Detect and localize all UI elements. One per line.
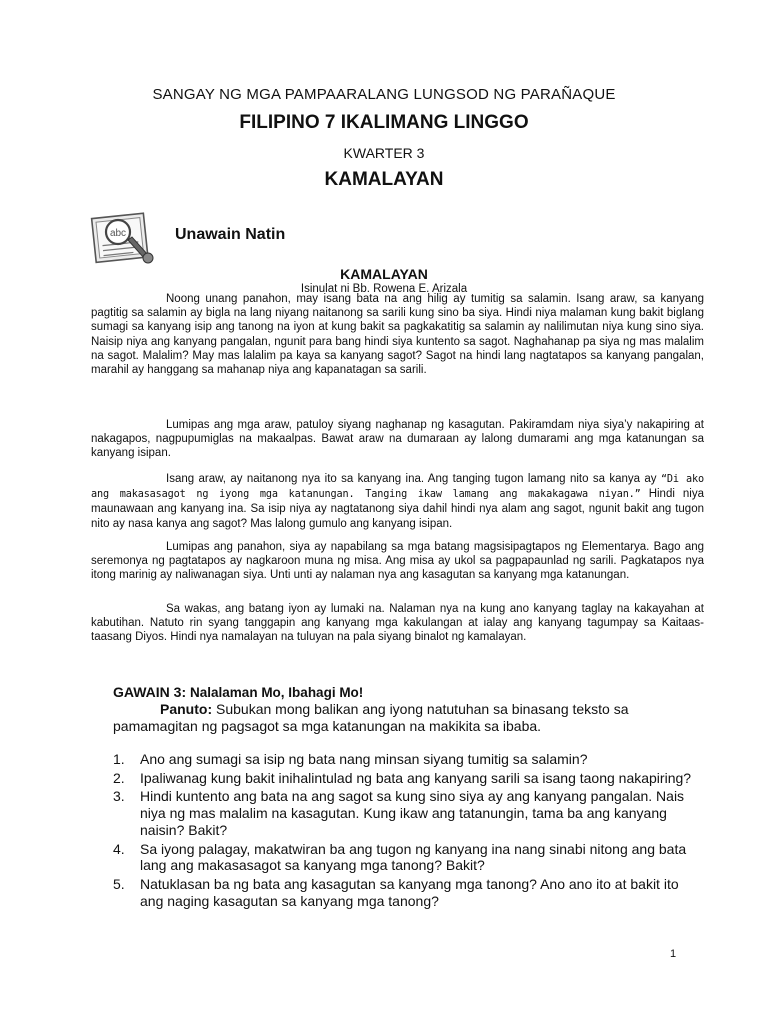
subject-title: FILIPINO 7 IKALIMANG LINGGO <box>239 112 529 133</box>
story-byline: Isinulat ni Bb. Rowena E. Arizala <box>300 283 468 295</box>
question-text: Hindi kuntento ang bata na ang sagot sa kung sino siya ay ang kanyang pangalan. Nais niya ng mas malalim na kasagutan. Kung ikaw ang tatanungin, tama ba ang kanyang naisin? Bakit? <box>140 788 685 838</box>
story-paragraph-1: Noong unang panahon, may isang bata na ang hilig ay tumitig sa salamin. Isang araw, sa kanyang pagtitig sa salamin ay bigla na lang niyang naitanong sa sarili kung sino ba siya. Hindi niya malaman kung bakit biglang sumagi sa kanyang isip ang tanong na iyon at kung bakit sa pagkakatitig sa salamin ay nalilimutan niya kung sino siya. Naisip niya ang kanyang pangalan, ngunit para bang hindi siya kuntento sa sagot. Naghahanap pa siya ng mas malalim na sagot. Malalim? May mas lalalim pa kaya sa kanyang sagot? Sagot na hindi lang nagtatapos sa kanyang pangalan, marahil ay hanggang sa mahanap niya ang kapanatagan sa sarili. <box>91 293 704 377</box>
question-number: 4. <box>113 840 125 857</box>
document-magnifier-icon <box>88 212 160 268</box>
list-item <box>113 770 693 787</box>
question-number: 3. <box>113 788 125 805</box>
story-title: KAMALAYAN <box>340 266 428 282</box>
story-paragraph-3-lead: Isang araw, ay naitanong nya ito sa kanyang ina. Ang tanging tugon lamang nito sa kanya ay <box>166 473 657 485</box>
question-number: 1. <box>113 751 125 767</box>
instruction-text: Subukan mong balikan ang iyong natutuhan sa binasang teksto sa pamamagitan ng pagsagot sa mga katanungan na makikita sa ibaba. <box>113 701 629 734</box>
activity-subtitle: Nalalaman Mo, Ibahagi Mo! <box>190 685 364 700</box>
activity-instruction <box>113 701 633 735</box>
story-paragraph-4: Lumipas ang panahon, siya ay napabilang sa mga batang magsisipagtapos ng Elementarya. Bago ang seremonya ng pagtatapos ay nagkaroon muna ng misa. Ang misa ay ukol sa pagpapaunlad ng sarili. Pagkatapos nya itong marinig ay naliwanagan siya. Unti unti ay nalaman nya ang kasagutan sa kanyang mga katanungan. <box>91 541 704 582</box>
instruction-label: Panuto: <box>160 701 213 717</box>
question-number: 5. <box>113 875 125 892</box>
question-text: Natuklasan ba ng bata ang kasagutan sa kanyang mga tanong? Ano ano ito at bakit ito ang naging kasagutan sa kanyang mga tanong? <box>140 875 679 909</box>
story-paragraph-2: Lumipas ang mga araw, patuloy siyang naghanap ng kasagutan. Pakiramdam niya siya’y nakapiring at nakagapos, nagpupumiglas na makaalpas. Bawat araw na dumaraan ay lalong dumarami ang mga katanungan sa kanyang isipan. <box>91 419 704 460</box>
list-item <box>113 876 693 909</box>
question-number: 2. <box>113 769 125 786</box>
quarter-label: KWARTER 3 <box>343 145 425 161</box>
list-item <box>113 751 693 768</box>
topic-title: KAMALAYAN <box>324 169 444 190</box>
list-item <box>113 841 693 874</box>
story-paragraph-3-rest: Hindi niya maunawaan ang kanyang ina. Sa isip niya ay nagtatanong siya dahil hindi nya alam ang sagot, ngunit bakit ang tugon nito ay nasa kanya ang sagot? Mas lalong gumulo ang kanyang isipan. <box>91 488 705 530</box>
page-number: 1 <box>670 948 677 960</box>
activity-label: GAWAIN 3 <box>113 684 182 700</box>
section-heading: Unawain Natin <box>175 226 286 243</box>
list-item <box>113 788 693 838</box>
question-text: Ano ang sumagi sa isip ng bata nang minsan siyang tumitig sa salamin? <box>140 751 588 767</box>
mother-quote: “Di ako ang makasasagot ng iyong mga katanungan. Tanging ikaw lamang ang makakagawa niyan.” <box>91 474 704 501</box>
activity-heading: GAWAIN 3: Nalalaman Mo, Ibahagi Mo! <box>113 684 364 700</box>
question-text: Sa iyong palagay, makatwiran ba ang tugon ng kanyang ina nang sinabi nitong ang bata lang ang makasasagot sa kanyang mga tanong? Bakit? <box>140 840 687 874</box>
division-header: SANGAY NG MGA PAMPAARALANG LUNGSOD NG PARAÑAQUE <box>152 86 616 103</box>
story-paragraph-3 <box>91 472 704 531</box>
question-text: Ipaliwanag kung bakit inihalintulad ng bata ang kanyang sarili sa isang taong nakapiring? <box>140 769 692 786</box>
question-list <box>113 751 693 911</box>
story-paragraph-5: Sa wakas, ang batang iyon ay lumaki na. Nalaman nya na kung ano kanyang taglay na kakayahan at kabutihan. Natuto rin syang tanggapin ang kanyang mga kakulangan at ialay ang kanyang tagumpay sa Kaitaas-taasang Diyos. Hindi nya namalayan na tuluyan na pala siyang binalot ng kamalayan. <box>91 603 704 644</box>
svg-text:abc: abc <box>109 228 127 239</box>
